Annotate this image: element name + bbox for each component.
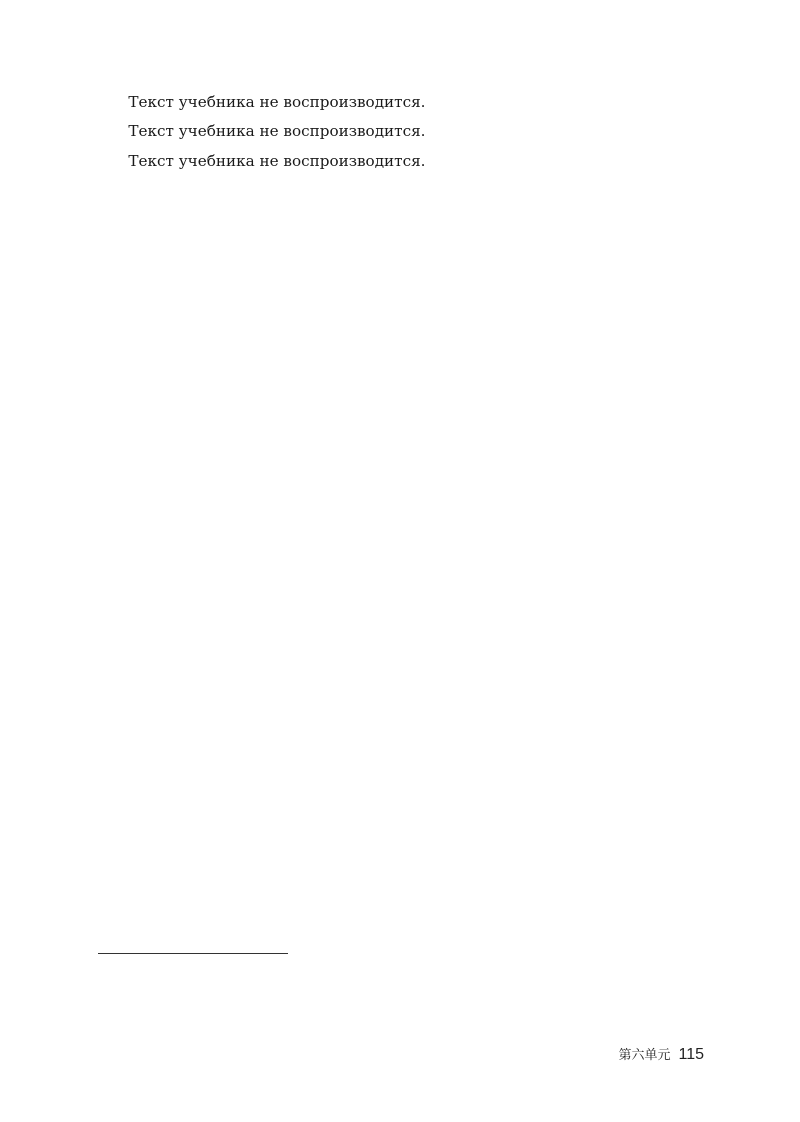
paragraph: Текст учебника не воспроизводится. xyxy=(128,151,426,170)
page-footer xyxy=(618,1044,704,1064)
footnote-divider xyxy=(98,953,288,954)
unit-label: 第六单元 xyxy=(618,1048,671,1063)
paragraph: Текст учебника не воспроизводится. xyxy=(128,93,426,111)
paragraph: Текст учебника не воспроизводится. xyxy=(128,122,426,141)
body-text xyxy=(98,88,554,176)
page-number: 115 xyxy=(678,1046,704,1063)
